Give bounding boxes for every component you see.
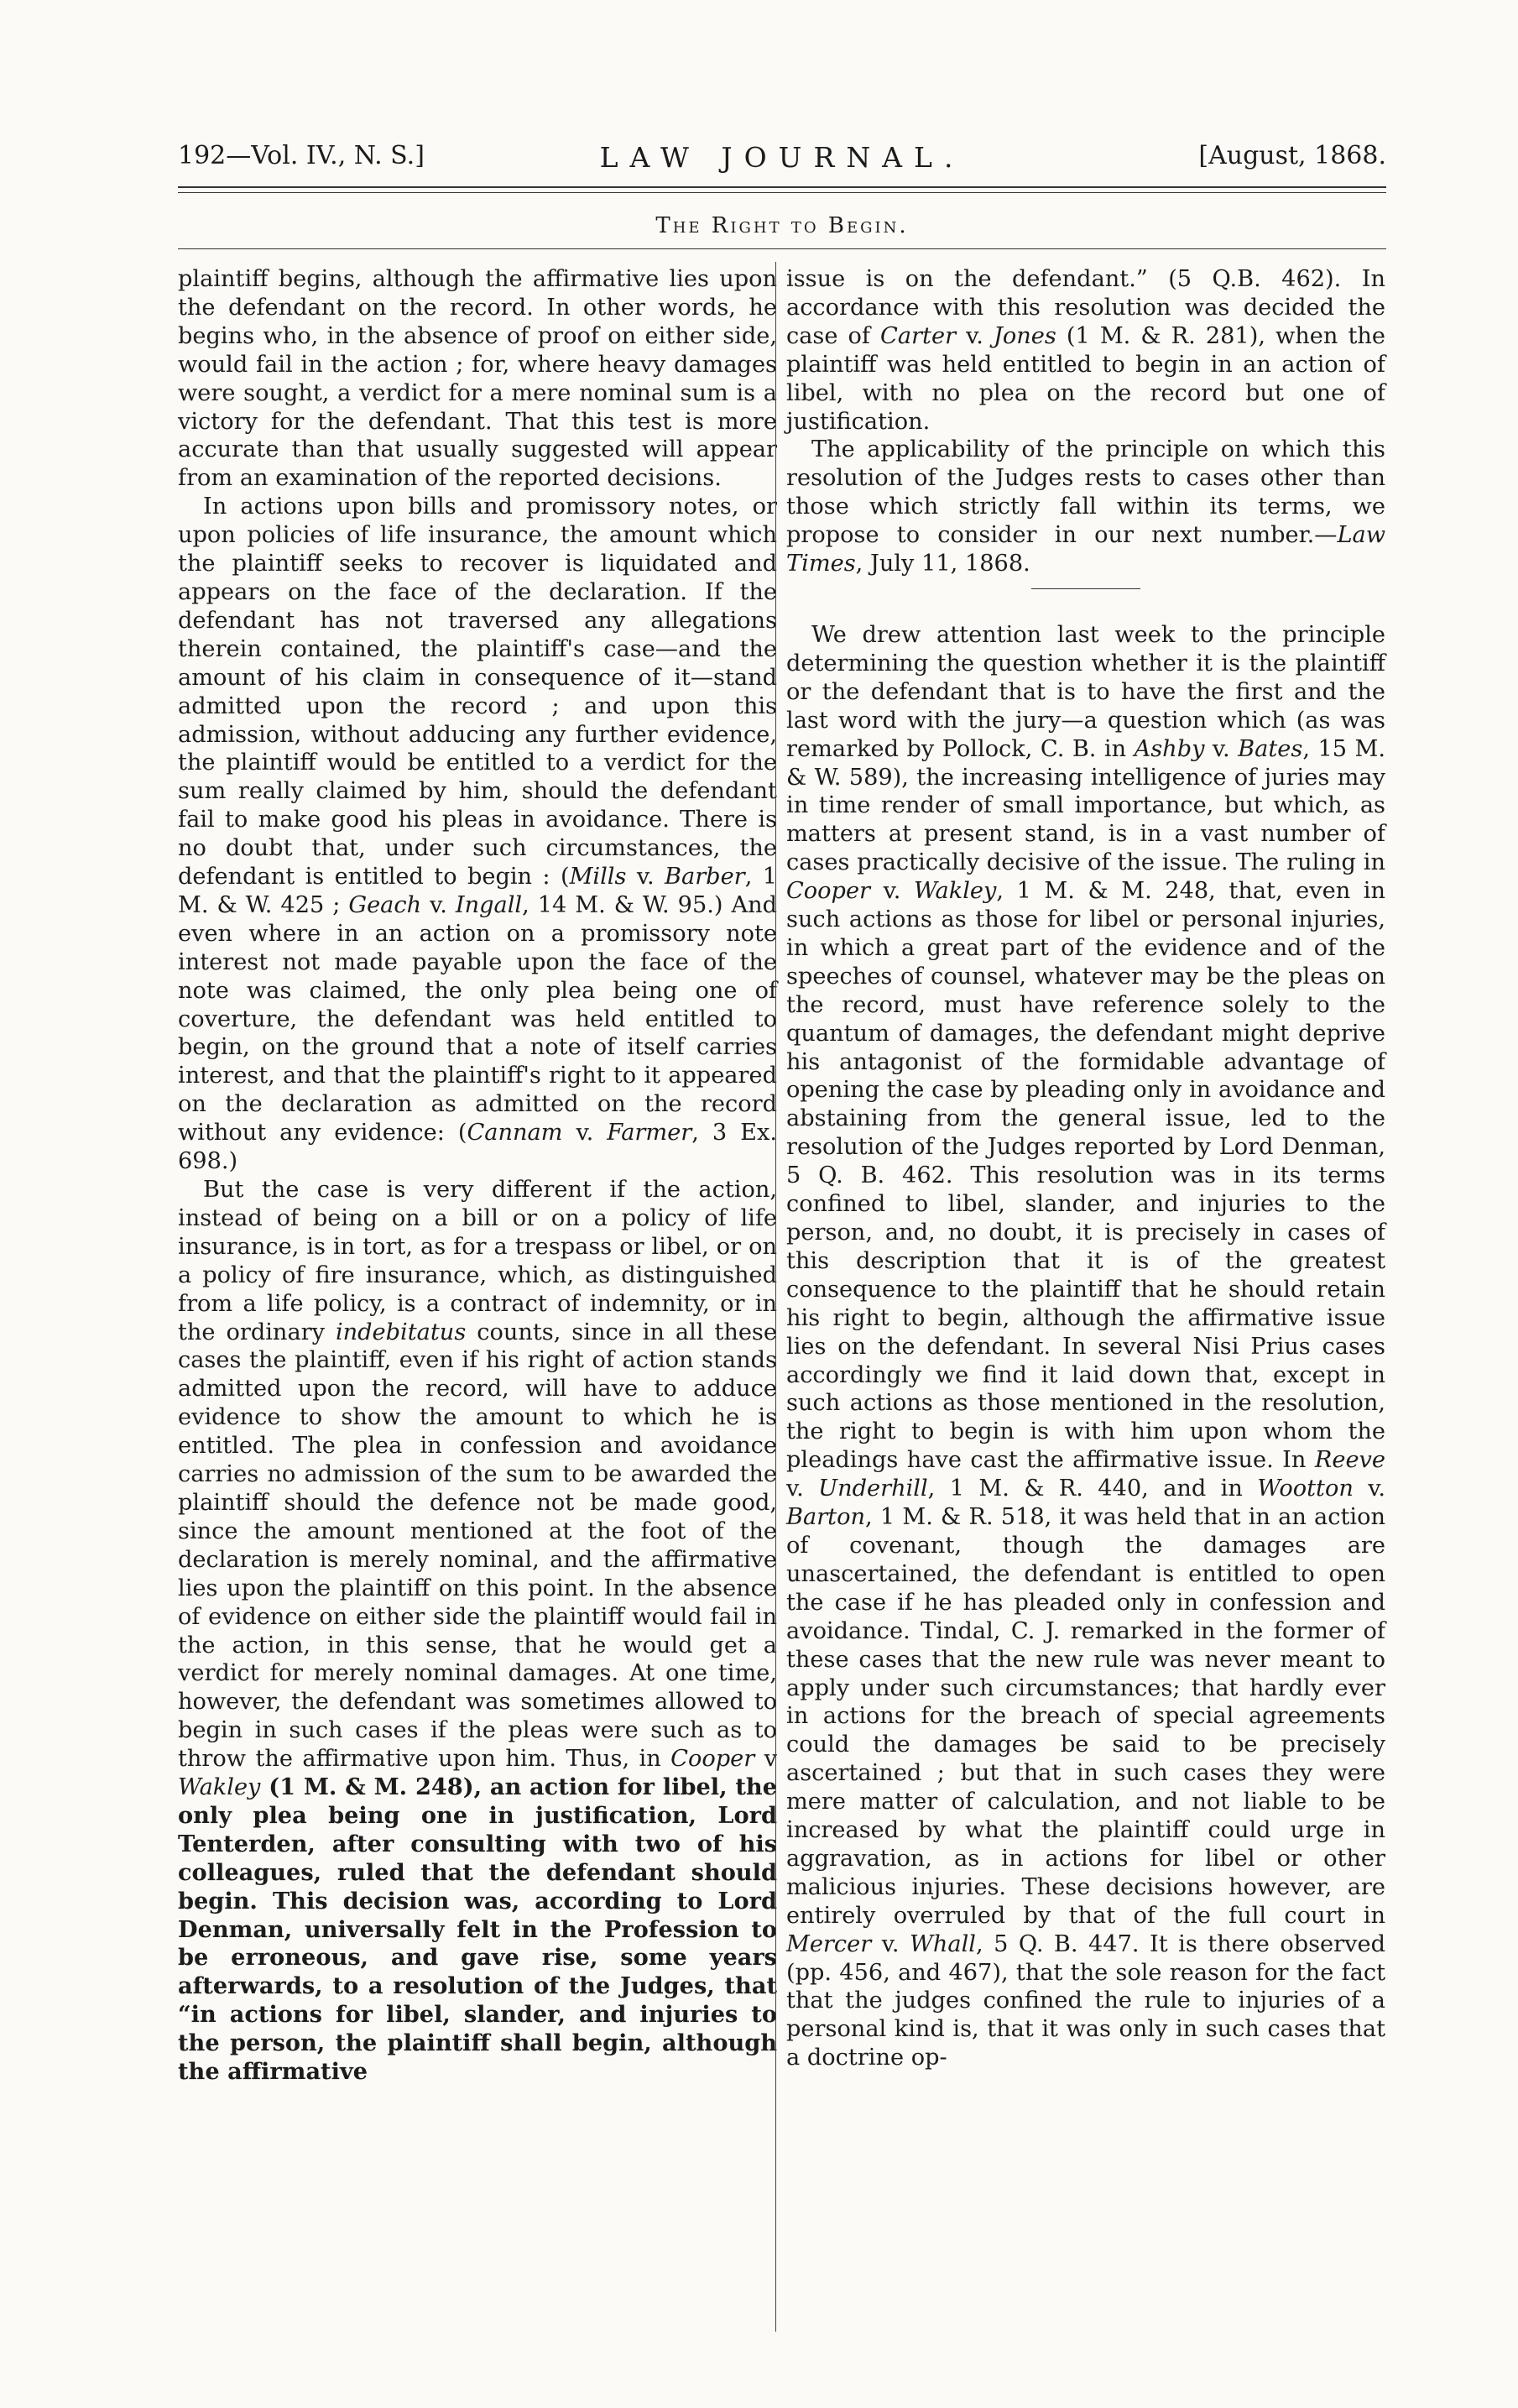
right-paragraph-2: The applicability of the principle on which this resolution of the Judges rests to cases other than those which strictly fall within its terms, we propose to consider in our next number.—Law Times, July 11, 1868. [786,436,1385,577]
left-paragraph-3: But the case is very different if the action, instead of being on a bill or on a policy of life insurance, is in tort, as for a trespass or libel, or on a policy of fire insurance, which, as distinguished from a life policy, is a contract of indemnity, or in the ordinary indebitatus counts, since in all these cases the plaintiff, even if his right of action stands admitted upon the record, will have to adduce evidence to show the amount to which he is entitled. The plea in confession and avoidance carries no admission of the sum to be awarded the plaintiff should the defence not be made good, since the amount mentioned at the foot of the declaration is merely nominal, and the affirmative lies upon the plaintiff on this point. In the absence of evidence on either side the plaintiff would fail in the action, in this sense, that he would get a verdict for merely nominal damages. At one time, however, the defendant was sometimes allowed to begin in such cases if the pleas were such as to throw the affirmative upon him. Thus, in Cooper v Wakley (1 M. & M. 248), an action for libel, the only plea being one in justification, Lord Tenterden, after consulting with two of his colleagues, ruled that the defendant should begin. This decision was, according to Lord Denman, universally felt in the Profession to be erroneous, and gave rise, some years afterwards, to a resolution of the Judges, that “in actions for libel, slander, and injuries to the person, the plaintiff shall begin, although the affirmative [178,1177,777,2086]
case-name: Whall [909,1930,977,1957]
column-divider [775,262,776,2332]
case-name: Wakley [178,1774,261,1801]
case-name: Ashby [1134,735,1205,762]
article-title: The Right to Begin. [655,213,909,238]
case-name: Cannam [467,1120,563,1147]
case-name: Mills [569,864,627,891]
case-name: Jones [993,322,1056,349]
case-name: Ingall [455,891,523,918]
case-name: Reeve [1314,1447,1385,1474]
case-name: Mercer [786,1930,872,1957]
case-name: Farmer [607,1120,692,1147]
issue-date: [August, 1868. [1198,141,1386,170]
source-name: Law Times [786,522,1385,577]
latin-term: indebitatus [335,1319,467,1345]
case-name: Bates [1238,735,1303,762]
right-paragraph-3: We drew attention last week to the principle determining the question whether it is the plaintiff or the defendant that is to have the first and the last word with the jury—a question which (as was remarked by Pollock, C. B. in Ashby v. Bates, 15 M. & W. 589), the increasing intelligence of juries may in time render of small importance, but which, as matters at present stand, is in a vast number of cases practically decisive of the issue. The ruling in Cooper v. Wakley, 1 M. & M. 248, that, even in such actions as those for libel or personal injuries, in which a great part of the evidence and of the speeches of counsel, whatever may be the pleas on the record, must have reference solely to the quantum of damages, the defendant might deprive his antagonist of the formidable advantage of opening the case by pleading only in avoidance and abstaining from the general issue, led to the resolution of the Judges reported by Lord Denman, 5 Q. B. 462. This resolution was in its terms confined to libel, slander, and injuries to the person, and, no doubt, it is precisely in cases of this description that it is of the greatest consequence to the plaintiff that he should retain his right to begin, although the affirmative issue lies on the defendant. In several Nisi Prius cases accordingly we find it laid down that, except in such actions as those mentioned in the resolution, the right to begin is with him upon whom the pleadings have cast the affirmative issue. In Reeve v. Underhill, 1 M. & R. 440, and in Wootton v. Barton, 1 M. & R. 518, it was held that in an action of covenant, though the damages are unascertained, the defendant is entitled to open the case if he has pleaded only in confession and avoidance. Tindal, C. J. remarked in the former of these cases that the new rule was never meant to apply under such circumstances; that hardly ever in actions for the breach of special agreements could the damages be said to be precisely ascertained ; but that in such cases they were mere matter of calculation, and not liable to be increased by what the plaintiff could urge in aggravation, as in actions for libel or other malicious injuries. These decisions however, are entirely overruled by that of the full court in Mercer v. Whall, 5 Q. B. 447. It is there observed (pp. 456, and 467), that the sole reason for the fact that the judges confined the rule to injuries of a personal kind is, that it was only in such cases that a doctrine op- [786,621,1386,2071]
title-rule [178,248,1386,249]
case-name: Carter [880,322,957,349]
case-name: Barber [665,864,745,891]
case-name: Wootton [1257,1476,1354,1502]
case-name: Barton [786,1504,865,1531]
right-paragraph-1: issue is on the defendant.” (5 Q.B. 462). In accordance with this resolution was decided the case of Carter v. Jones (1 M. & R. 281), when the plaintiff was held entitled to begin in an action of libel, with no plea on the record but one of justification. [786,266,1385,435]
journal-title: LAW JOURNAL. [599,141,965,174]
case-name: Cooper [786,878,871,905]
case-name: Geach [348,891,422,918]
left-paragraph-2: In actions upon bills and promissory notes, or upon policies of life insurance, the amount which the plaintiff seeks to recover is liquidated and appears on the face of the declaration. If the defendant has not traversed any allegations therein contained, the plaintiff's case—and the amount of his claim in consequence of it—stand admitted upon the record ; and upon this admission, without adducing any further evidence, the plaintiff would be entitled to a verdict for the sum really claimed by him, should the defendant fail to make good his pleas in avoidance. There is no doubt that, under such circumstances, the defendant is entitled to begin : (Mills v. Barber, 1 M. & W. 425 ; Geach v. Ingall, 14 M. & W. 95.) And even where in an action on a promissory note interest not made payable upon the face of the note was claimed, the only plea being one of coverture, the defendant was held entitled to begin, on the ground that a note of itself carries interest, and that the plaintiff's right to it appeared on the declaration as admitted on the record without any evidence: (Cannam v. Farmer, 3 Ex. 698.) [178,494,778,1175]
header-rule-thin [178,192,1386,193]
header-rule-thick [178,186,1386,188]
right-column [786,265,1385,2072]
case-name: Wakley [913,878,997,905]
case-name: Underhill [818,1476,928,1502]
left-paragraph-1: plaintiff begins, although the affirmative lies upon the defendant on the record. In other words, he begins who, in the absence of proof on either side, would fail in the action ; for, where heavy damages were sought, a verdict for a mere nominal sum is a victory for the defendant. That this test is more accurate than that usually suggested will appear from an examination of the reported decisions. [178,266,777,492]
left-column [178,265,777,2087]
case-name: Cooper [670,1746,755,1773]
page-number-volume: 192—Vol. IV., N. S.] [178,141,425,170]
running-head [178,141,1386,191]
article-separator [1031,588,1140,589]
